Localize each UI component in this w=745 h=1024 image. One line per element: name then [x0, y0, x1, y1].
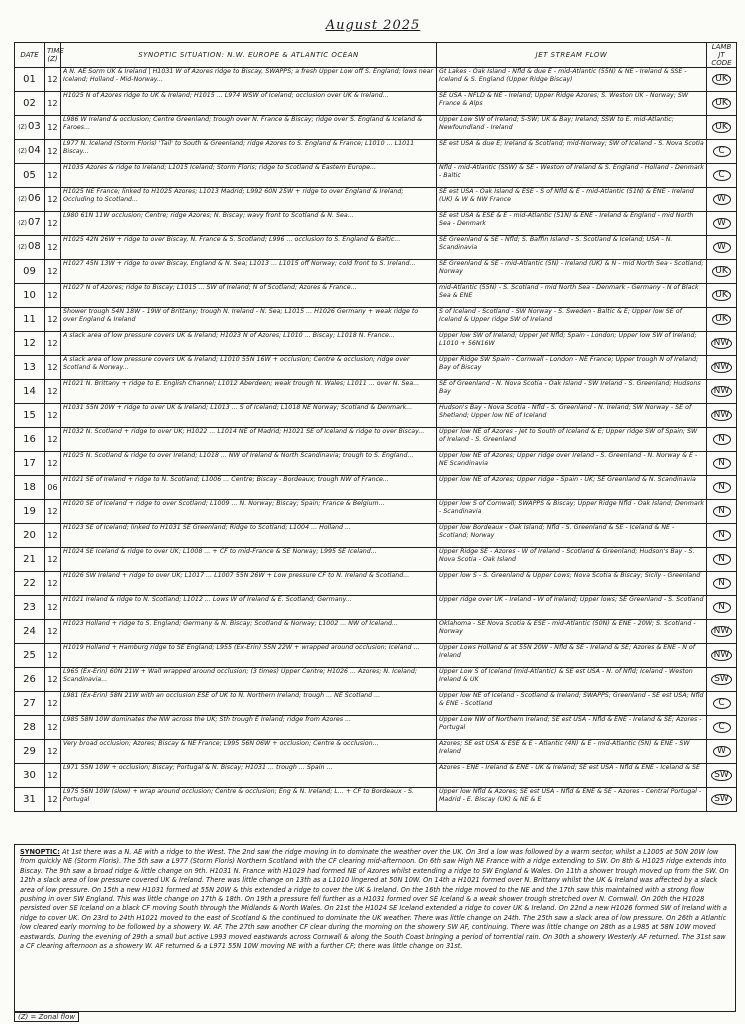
row-synoptic: H1020 SE of Iceland + ridge to over Scotland; L1009 ... N. Norway; Biscay; Spain; France & Belgium... [61, 500, 437, 524]
date-value: 08 [28, 241, 41, 253]
lamb-code-badge: SW [711, 770, 732, 782]
header-jet-stream: JET STREAM FLOW [437, 43, 707, 68]
row-synoptic: A slack area of low pressure covers UK & Ireland; H1023 N of Azores; L1010 ... Biscay; L1018 N. France... [61, 332, 437, 356]
table-row [15, 212, 737, 236]
lamb-code-badge: N [713, 506, 731, 518]
row-lamb-code [707, 92, 737, 116]
table-row [15, 404, 737, 428]
lamb-code-badge: NW [711, 626, 733, 638]
row-jet-stream: Upper Lows Holland & at 55N 20W - Nfld & SE - Ireland & SE; Azores & ENE - N of Ireland [437, 644, 707, 668]
table-row [15, 452, 737, 476]
date-value: 24 [23, 625, 36, 637]
row-jet-stream: SE of Greenland - N. Nova Scotia - Oak Island - SW Ireland - S. Greenland; Hudsons Bay [437, 380, 707, 404]
row-synoptic: L981 (Ex-Erin) 58N 21W with an occlusion ESE of UK to N. Northern Ireland; trough ... NE Scotland ... [61, 692, 437, 716]
row-jet-stream: Upper low NE of Azores; Upper ridge - Spain - UK; SE Greenland & N. Scandinavia [437, 476, 707, 500]
row-time: 12 [45, 668, 61, 692]
row-time: 12 [45, 140, 61, 164]
row-synoptic: H1027 N of Azores; ridge to Biscay; L1015 ... SW of Ireland; N of Scotland; Azores & France... [61, 284, 437, 308]
date-value: 17 [23, 457, 36, 469]
row-date [15, 380, 45, 404]
row-date [15, 548, 45, 572]
zonal-mark: (Z) [18, 124, 28, 132]
date-value: 28 [23, 721, 36, 733]
row-synoptic: L986 W Ireland & occlusion; Centre Greenland; trough over N. France & Biscay; ridge over S. England & Iceland & Faroes... [61, 116, 437, 140]
row-date [15, 620, 45, 644]
table-header-row [15, 43, 737, 68]
date-value: 25 [23, 649, 36, 661]
row-lamb-code [707, 692, 737, 716]
table-row [15, 644, 737, 668]
table-row [15, 140, 737, 164]
row-time: 12 [45, 500, 61, 524]
monthly-summary [14, 844, 736, 1012]
row-synoptic: A N. AE Sorm UK & Ireland | H1031 W of Azores ridge to Biscay, SWAPPS; a fresh Upper Low off S. England; lows near Iceland; Holland - Mid-Norway... [61, 68, 437, 92]
row-jet-stream: SE est USA & ESE & E - mid-Atlantic (51N) & ENE - Ireland & England - mid North Sea - Denmark [437, 212, 707, 236]
table-row [15, 284, 737, 308]
row-lamb-code [707, 428, 737, 452]
table-row [15, 68, 737, 92]
row-synoptic: H1032 N. Scotland + ridge to over UK; H1022 ... L1014 NE of Madrid; H1021 SE of Iceland & ridge to over Biscay... [61, 428, 437, 452]
daily-log-table [14, 42, 737, 812]
row-jet-stream: Upper low S - S. Greenland & Upper Lows; Nova Scotia & Biscay; Sicily - Greenland [437, 572, 707, 596]
date-value: 05 [23, 169, 36, 181]
row-date [15, 476, 45, 500]
lamb-code-badge: N [713, 602, 731, 614]
row-jet-stream: Upper low S of Cornwall; SWAPPS & Biscay; Upper Ridge Nfld - Oak Island; Denmark - Scandinavia [437, 500, 707, 524]
row-synoptic: A slack area of low pressure covers UK & Ireland; L1010 55N 16W + occlusion; Centre & occlusion; ridge over Scotland & Norway... [61, 356, 437, 380]
table-row [15, 116, 737, 140]
row-date [15, 524, 45, 548]
row-date [15, 212, 45, 236]
lamb-code-badge: C [713, 722, 731, 734]
log-body [15, 68, 737, 812]
table-row [15, 620, 737, 644]
row-lamb-code [707, 284, 737, 308]
row-synoptic: H1025 NE France; linked to H1025 Azores; L1013 Madrid; L992 60N 25W + ridge to over England & Ireland; Occluding to Scotland... [61, 188, 437, 212]
row-jet-stream: Upper Ridge SW Spain - Cornwall - London - NE France; Upper trough N of Ireland; Bay of Biscay [437, 356, 707, 380]
row-date [15, 116, 45, 140]
row-jet-stream: Upper low NE of Iceland - Scotland & Ireland; SWAPPS; Greenland - SE est USA; Nfld & ENE - Scotland [437, 692, 707, 716]
row-date [15, 332, 45, 356]
row-synoptic: L975 56N 10W (slow) + wrap around occlusion; Centre & occlusion; Eng & N. Ireland; L... + CF to Bordeaux - S. Portugal [61, 788, 437, 812]
row-time: 12 [45, 788, 61, 812]
row-jet-stream: SE est USA - Oak Island & ESE - S of Nfld & E - mid-Atlantic (51N) & ENE - Ireland (UK) & W & NW France [437, 188, 707, 212]
zonal-mark: (Z) [18, 148, 28, 156]
lamb-code-badge: UK [712, 290, 731, 302]
row-date [15, 740, 45, 764]
row-date [15, 716, 45, 740]
row-synoptic: H1025 42N 26W + ridge to over Biscay, N. France & S. Scotland; L996 ... occlusion to S. England & Baltic... [61, 236, 437, 260]
row-synoptic: L965 (Ex-Erin) 60N 21W + Wall wrapped around occlusion; (3 times) Upper Centre; H1026 ... Azores; N. Iceland; Scandinavia... [61, 668, 437, 692]
table-row [15, 740, 737, 764]
date-value: 16 [23, 433, 36, 445]
row-synoptic: H1024 SE Iceland & ridge to over UK; L1008 ... + CF to mid-France & SE Norway; L995 SE Iceland... [61, 548, 437, 572]
row-jet-stream: Upper low NE of Azores - Jet to South of Iceland & E; Upper ridge SW of Spain; SW of Ireland - S. Greenland [437, 428, 707, 452]
row-time: 12 [45, 68, 61, 92]
row-time: 12 [45, 572, 61, 596]
row-lamb-code [707, 596, 737, 620]
table-row [15, 476, 737, 500]
row-jet-stream: Azores; SE est USA & ESE & E - Atlantic (4N) & E - mid-Atlantic (5N) & ENE - SW Ireland [437, 740, 707, 764]
lamb-code-badge: W [713, 194, 731, 206]
row-date [15, 596, 45, 620]
row-synoptic: L985 58N 10W dominates the NW across the UK; Sth trough E Ireland; ridge from Azores ... [61, 716, 437, 740]
row-lamb-code [707, 644, 737, 668]
date-value: 04 [28, 145, 41, 157]
row-lamb-code [707, 188, 737, 212]
table-row [15, 356, 737, 380]
table-row [15, 764, 737, 788]
row-jet-stream: Oklahoma - SE Nova Scotia & ESE - mid-Atlantic (50N) & ENE - 20W; S. Scotland - Norway [437, 620, 707, 644]
row-lamb-code [707, 740, 737, 764]
row-time: 12 [45, 740, 61, 764]
lamb-code-badge: W [713, 746, 731, 758]
row-synoptic: H1021 SE of Ireland + ridge to N. Scotland; L1006 ... Centre; Biscay - Bordeaux; trough NW of France... [61, 476, 437, 500]
row-time: 12 [45, 620, 61, 644]
date-value: 14 [23, 385, 36, 397]
row-jet-stream: Nfld - mid-Atlantic (SSW) & SE - Weston of Ireland & S. England - Holland - Denmark - Baltic [437, 164, 707, 188]
row-lamb-code [707, 308, 737, 332]
row-jet-stream: Upper low Nfld & Azores; SE est USA - Nfld & ENE & SE - Azores - Central Portugal - Madrid - E. Biscay (UK) & NE & E [437, 788, 707, 812]
row-date [15, 428, 45, 452]
lamb-code-badge: C [713, 698, 731, 710]
row-lamb-code [707, 788, 737, 812]
row-time: 12 [45, 308, 61, 332]
row-time: 12 [45, 236, 61, 260]
row-lamb-code [707, 404, 737, 428]
date-value: 13 [23, 361, 36, 373]
row-jet-stream: Gt Lakes - Oak Island - Nfld & due E - mid-Atlantic (55N) & NE - Ireland & SSE - Iceland & S. England (Upper Ridge Biscay) [437, 68, 707, 92]
row-jet-stream: Upper ridge over UK - Ireland - W of Ireland; Upper lows; SE Greenland - S. Scotland [437, 596, 707, 620]
date-value: 30 [23, 769, 36, 781]
date-value: 21 [23, 553, 36, 565]
row-date [15, 140, 45, 164]
lamb-code-badge: N [713, 578, 731, 590]
date-value: 10 [23, 289, 36, 301]
row-synoptic: Shower trough 54N 18W - 19W of Brittany; trough N. Ireland - N. Sea; L1015 ... H1026 Germany + weak ridge to over England & Ireland [61, 308, 437, 332]
row-synoptic: Very broad occlusion; Azores; Biscay & NE France; L995 56N 06W + occlusion; Centre & occlusion... [61, 740, 437, 764]
date-value: 29 [23, 745, 36, 757]
date-value: 03 [28, 121, 41, 133]
table-row [15, 692, 737, 716]
row-time: 12 [45, 380, 61, 404]
header-lamb-code: LAMB JT CODE [707, 43, 737, 68]
row-time: 12 [45, 452, 61, 476]
header-time: TIME (Z) [45, 43, 61, 68]
row-date [15, 692, 45, 716]
row-date [15, 68, 45, 92]
table-row [15, 92, 737, 116]
row-jet-stream: Upper Low NW of Northern Ireland; SE est USA - Nfld & ENE - Ireland & SE; Azores - Portugal [437, 716, 707, 740]
row-lamb-code [707, 620, 737, 644]
row-jet-stream: S of Iceland - Scotland - SW Norway - S. Sweden - Baltic & E; Upper low SE of Iceland & Upper ridge SW of Ireland [437, 308, 707, 332]
row-time: 12 [45, 644, 61, 668]
row-lamb-code [707, 236, 737, 260]
row-time: 12 [45, 716, 61, 740]
row-synoptic: L977 N. Iceland (Storm Floris) 'Tail' to South & Greenland; ridge Azores to S. England & France; L1010 ... L1011 Biscay... [61, 140, 437, 164]
zonal-mark: (Z) [18, 244, 28, 252]
row-date [15, 356, 45, 380]
row-time: 12 [45, 428, 61, 452]
row-jet-stream: Azores - ENE - Ireland & ENE - UK & Ireland; SE est USA - Nfld & ENE - Iceland & SE [437, 764, 707, 788]
row-lamb-code [707, 140, 737, 164]
row-time: 12 [45, 404, 61, 428]
row-jet-stream: Upper Low SW of Ireland; S-SW; UK & Bay; Ireland; SSW to E. mid-Atlantic; Newfoundland - Ireland [437, 116, 707, 140]
row-synoptic: H1019 Holland + Hamburg ridge to SE England; L955 (Ex-Erin) 55N 22W + wrapped around occlusion; Iceland ... [61, 644, 437, 668]
header-synoptic: SYNOPTIC SITUATION: N.W. EUROPE & ATLANTIC OCEAN [61, 43, 437, 68]
lamb-code-badge: NW [711, 386, 733, 398]
table-row [15, 668, 737, 692]
row-time: 12 [45, 188, 61, 212]
table-row [15, 500, 737, 524]
table-row [15, 236, 737, 260]
lamb-code-badge: W [713, 242, 731, 254]
table-row [15, 260, 737, 284]
row-time: 12 [45, 260, 61, 284]
row-jet-stream: Hudson's Bay - Nova Scotia - Nfld - S. Greenland - N. Ireland; SW Norway - SE of Shetland; Upper low NE of Iceland [437, 404, 707, 428]
lamb-code-badge: UK [712, 74, 731, 86]
row-lamb-code [707, 164, 737, 188]
row-time: 12 [45, 92, 61, 116]
row-time: 12 [45, 284, 61, 308]
lamb-code-badge: N [713, 554, 731, 566]
row-synoptic: H1021 N. Brittany + ridge to E. English Channel; L1012 Aberdeen; weak trough N. Wales; L1011 ... over N. Sea... [61, 380, 437, 404]
row-synoptic: H1021 Ireland & ridge to N. Scotland; L1012 ... Lows W of Ireland & E. Scotland; Germany... [61, 596, 437, 620]
row-time: 12 [45, 356, 61, 380]
row-synoptic: H1025 N of Azores ridge to UK & Ireland; H1015 ... L974 WSW of Iceland; occlusion over UK & Ireland... [61, 92, 437, 116]
date-value: 12 [23, 337, 36, 349]
lamb-code-badge: W [713, 218, 731, 230]
date-value: 20 [23, 529, 36, 541]
row-jet-stream: SE USA - NFLD & NE - Ireland; Upper Ridge Azores; S. Weston UK - Norway; SW France & Alps [437, 92, 707, 116]
row-lamb-code [707, 116, 737, 140]
row-synoptic: H1026 SW Ireland + ridge to over UK; L1017 ... L1007 55N 26W + Low pressure CF to N. Ireland & Scotland... [61, 572, 437, 596]
date-value: 09 [23, 265, 36, 277]
row-synoptic: H1027 45N 13W + ridge to over Biscay, England & N. Sea; L1013 ... L1015 off Norway; cold front to S. Ireland... [61, 260, 437, 284]
row-lamb-code [707, 716, 737, 740]
row-jet-stream: Upper low Bordeaux - Oak Island; Nfld - S. Greenland & SE - Iceland & NE - Scotland; Norway [437, 524, 707, 548]
row-jet-stream: Upper Ridge SE - Azores - W of Ireland - Scotland & Greenland; Hudson's Bay - S. Nova Scotia - Oak Island [437, 548, 707, 572]
row-lamb-code [707, 572, 737, 596]
row-jet-stream: Upper low NE of Azores; Upper ridge over Ireland - S. Greenland - N. Norway & E - NE Scandinavia [437, 452, 707, 476]
date-value: 07 [28, 217, 41, 229]
lamb-code-badge: N [713, 434, 731, 446]
row-time: 12 [45, 332, 61, 356]
row-lamb-code [707, 212, 737, 236]
lamb-code-badge: N [713, 530, 731, 542]
lamb-code-badge: C [713, 146, 731, 158]
row-date [15, 236, 45, 260]
lamb-code-badge: N [713, 458, 731, 470]
row-synoptic: H1025 N. Scotland & ridge to over Ireland; L1018 ... NW of Ireland & North Scandinavia; trough to S. England... [61, 452, 437, 476]
row-lamb-code [707, 332, 737, 356]
date-value: 27 [23, 697, 36, 709]
lamb-code-badge: NW [711, 650, 733, 662]
row-date [15, 764, 45, 788]
row-time: 12 [45, 596, 61, 620]
row-date [15, 188, 45, 212]
lamb-code-badge: N [713, 482, 731, 494]
date-value: 06 [28, 193, 41, 205]
row-date [15, 92, 45, 116]
table-row [15, 308, 737, 332]
row-lamb-code [707, 260, 737, 284]
row-synoptic: H1035 Azores & ridge to Ireland; L1015 Iceland; Storm Floris; ridge to Scotland & Eastern Europe... [61, 164, 437, 188]
row-jet-stream: SE Greenland & SE - mid-Atlantic (5N) - Ireland (UK) & N - mid North Sea - Scotland; Norway [437, 260, 707, 284]
row-time: 12 [45, 548, 61, 572]
row-synoptic: H1031 55N 20W + ridge to over UK & Ireland; L1013 ... S of Iceland; L1018 NE Norway; Scotland & Denmark... [61, 404, 437, 428]
lamb-code-badge: NW [711, 362, 733, 374]
date-value: 18 [23, 481, 36, 493]
lamb-code-badge: UK [712, 266, 731, 278]
row-time: 12 [45, 164, 61, 188]
date-value: 23 [23, 601, 36, 613]
row-time: 12 [45, 524, 61, 548]
row-time: 12 [45, 116, 61, 140]
row-synoptic: H1023 SE of Iceland; linked to H1031 SE Greenland; Ridge to Scotland; L1004 ... Holland ... [61, 524, 437, 548]
row-lamb-code [707, 452, 737, 476]
lamb-code-badge: UK [712, 314, 731, 326]
row-lamb-code [707, 500, 737, 524]
row-date [15, 308, 45, 332]
row-jet-stream: Upper low SW of Ireland; Upper Jet Nfld; Spain - London; Upper low SW of Ireland; L1010 + 56N16W [437, 332, 707, 356]
lamb-code-badge: C [713, 170, 731, 182]
row-lamb-code [707, 548, 737, 572]
date-value: 26 [23, 673, 36, 685]
row-time: 12 [45, 692, 61, 716]
date-value: 22 [23, 577, 36, 589]
table-row [15, 524, 737, 548]
weather-log-sheet [8, 6, 738, 1021]
date-value: 01 [23, 73, 36, 85]
table-row [15, 380, 737, 404]
date-value: 19 [23, 505, 36, 517]
row-synoptic: L971 55N 10W + occlusion; Biscay; Portugal & N. Biscay; H1031 ... trough ... Spain ... [61, 764, 437, 788]
table-row [15, 332, 737, 356]
table-row [15, 788, 737, 812]
table-row [15, 572, 737, 596]
row-time: 12 [45, 764, 61, 788]
summary-lead: SYNOPTIC: [20, 848, 60, 856]
row-date [15, 164, 45, 188]
lamb-code-badge: UK [712, 122, 731, 134]
zonal-mark: (Z) [18, 220, 28, 228]
row-date [15, 788, 45, 812]
table-row [15, 716, 737, 740]
date-value: 11 [23, 313, 36, 325]
row-date [15, 572, 45, 596]
lamb-code-badge: SW [711, 794, 732, 806]
row-date [15, 644, 45, 668]
row-jet-stream: SE est USA & due E; Ireland & Scotland; mid-Norway; SW of Iceland - S. Nova Scotia [437, 140, 707, 164]
row-date [15, 668, 45, 692]
row-lamb-code [707, 668, 737, 692]
summary-text: At 1st there was a N. AE with a ridge to the West. The 2nd saw the ridge moving in to dominate the weather over the UK. On 3rd a low was followed by a warm sector, whilst a L1005 at 50N 20W low from quickly NE (Storm Floris). The 5th saw a L977 (Storm Floris) Northern Scotland with the CF clearing mid-afternoon. On 6th saw High NE France with a ridge extending to SW. On 8th & H1025 ridge extends into Biscay. The 9th saw a broad ridge & little change on 9th. H1031 N. France with H1029 had formed NE of Azores whilst extending a ridge to SW England & Wales. On 11th a shower trough moved up from the SW. On 12th a slack area of low pressure covered UK & Ireland. There was little change on 13th as a L1010 lingered at 50N 10W. On 14th a H1021 formed over N. Brittany whilst the UK & Ireland was affected by a slack area of low pressure. On 15th a new H1031 formed at 55N 20W & this extended a ridge to cover the UK & Ireland. On the 16th the ridge moved to the NE and the 17th saw this maintained with a strong flow pushing in over SW England. This was little change on 17th & 18th. On 19th a pressure fell further as a H1031 formed over SE Iceland & a weak shower trough stretched over N. Cornwall. On 20th the H1028 persisted over SE Iceland on a black CF moving South through the Midlands & North Wales. On 21st the H1024 SE Iceland extended a ridge to cover UK & Ireland. On 22nd a new H1026 formed SW of Ireland with a ridge to cover UK. On 23rd to 24th H1021 moved to the east of Scotland & the continued to dominate the UK weather. There was little change on 24th. The 25th saw a slack area of low pressure. On 26th a Atlantic low cleared early morning to be followed by a showery W. AF. The 27th saw another CF clear during the morning on the showery SW AF, continuing. There was little change on 28th as a L985 at 58N 10W moved eastwards. During the evening of 29th a small but active L993 moved eastwards across Cornwall & along the South Coast bringing a period of torrential rain. On 30th a showery Westerly AF returned. The 31st saw a CF clearing afternoon as a showery W. AF returned & a L971 55N 10W moving NE with a further CF; there was little change on 31st. [20, 848, 729, 951]
row-date [15, 452, 45, 476]
row-lamb-code [707, 524, 737, 548]
row-lamb-code [707, 476, 737, 500]
row-date [15, 404, 45, 428]
date-value: 02 [23, 97, 36, 109]
row-time: 12 [45, 212, 61, 236]
row-lamb-code [707, 356, 737, 380]
row-lamb-code [707, 68, 737, 92]
lamb-code-badge: SW [711, 674, 732, 686]
row-jet-stream: mid-Atlantic (55N) - S. Scotland - mid North Sea - Denmark - Germany - N of Black Sea & ENE [437, 284, 707, 308]
row-lamb-code [707, 380, 737, 404]
row-lamb-code [707, 764, 737, 788]
table-row [15, 548, 737, 572]
row-synoptic: H1023 Holland + ridge to S. England; Germany & N. Biscay; Scotland & Norway; L1002 ... NW of Iceland... [61, 620, 437, 644]
page-title: August 2025 [325, 18, 421, 33]
lamb-code-badge: UK [712, 98, 731, 110]
date-value: 15 [23, 409, 36, 421]
table-row [15, 188, 737, 212]
row-date [15, 284, 45, 308]
lamb-code-badge: NW [711, 338, 733, 350]
row-time: 06 [45, 476, 61, 500]
table-row [15, 164, 737, 188]
zonal-mark: (Z) [18, 196, 28, 204]
lamb-code-badge: NW [711, 410, 733, 422]
row-jet-stream: SE Greenland & SE - Nfld; S. Baffin Island - S. Scotland & Iceland; USA - N. Scandinavia [437, 236, 707, 260]
row-date [15, 500, 45, 524]
table-row [15, 428, 737, 452]
row-synoptic: L980 61N 11W occlusion; Centre; ridge Azores; N. Biscay; wavy front to Scotland & N. Sea... [61, 212, 437, 236]
header-date: DATE [15, 43, 45, 68]
row-date [15, 260, 45, 284]
date-value: 31 [23, 793, 36, 805]
table-row [15, 596, 737, 620]
zonal-legend: (Z) = Zonal flow [14, 1012, 79, 1022]
row-jet-stream: Upper Low S of Iceland (mid-Atlantic) & SE est USA - N. of Nfld; Iceland - Weston Ireland & UK [437, 668, 707, 692]
